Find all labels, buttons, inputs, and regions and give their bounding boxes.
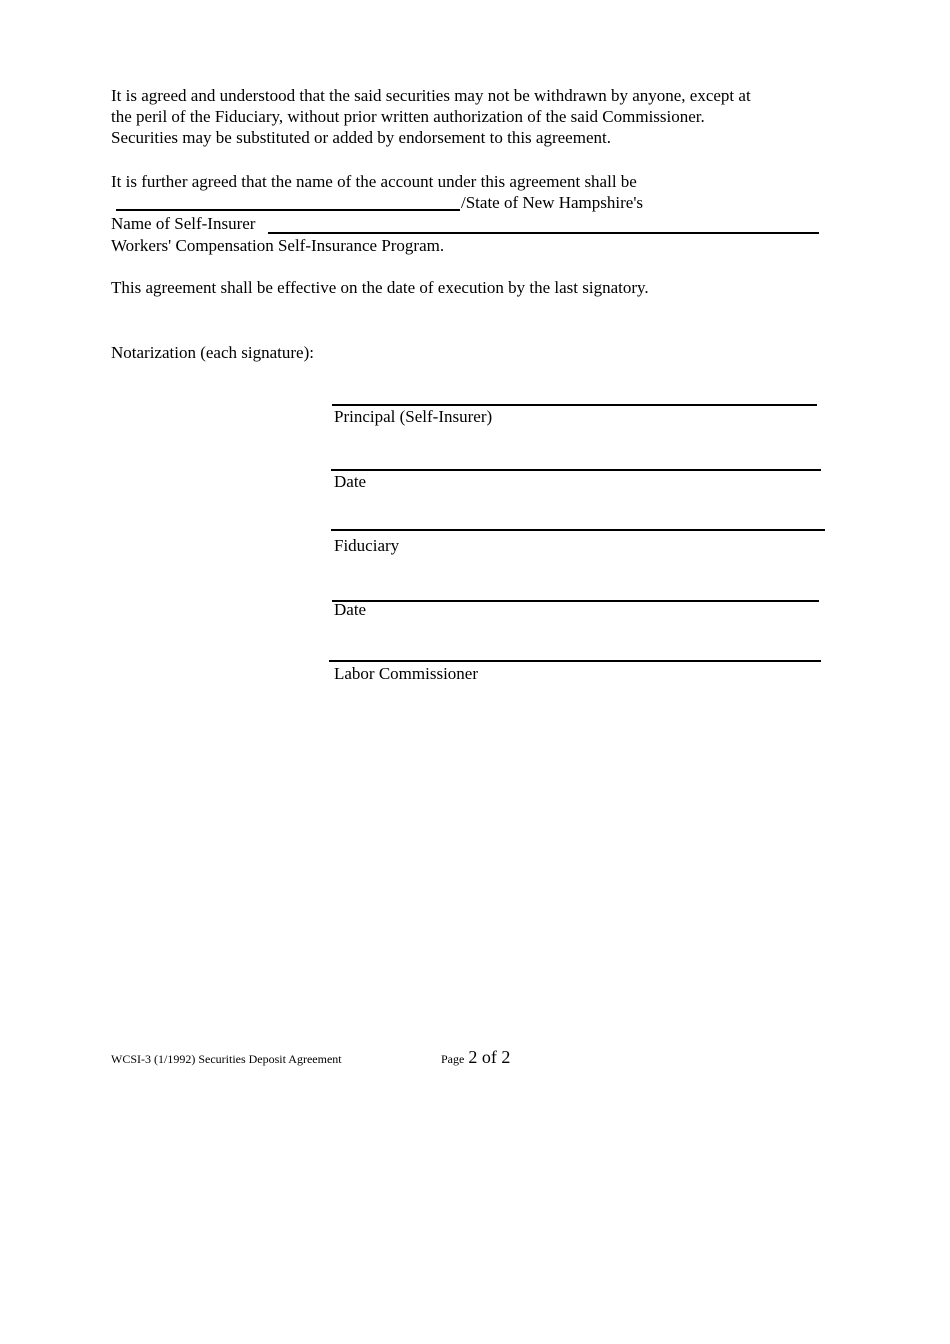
- paragraph-1-line-2: the peril of the Fiduciary, without prior written authorization of the said Commissioner.: [111, 107, 705, 126]
- fiduciary-label: Fiduciary: [334, 536, 400, 555]
- paragraph-1-line-3: Securities may be substituted or added by endorsement to this agreement.: [111, 128, 611, 147]
- date-1-signature-line[interactable]: [331, 469, 821, 471]
- account-name-blank-line[interactable]: [116, 209, 460, 211]
- paragraph-2-line-3: Workers' Compensation Self-Insurance Program.: [111, 236, 445, 255]
- principal-signature-label: Principal (Self-Insurer): [334, 407, 493, 426]
- footer-page-word: Page: [441, 1052, 465, 1066]
- paragraph-1-line-1: It is agreed and understood that the said securities may not be withdrawn by anyone, except at: [111, 86, 751, 105]
- fiduciary-signature-line[interactable]: [331, 529, 825, 531]
- footer-page-number: [441, 1047, 510, 1069]
- labor-commissioner-signature-line[interactable]: [329, 660, 821, 662]
- name-of-self-insurer-label: Name of Self-Insurer: [111, 214, 256, 233]
- date-2-signature-line[interactable]: [332, 600, 819, 602]
- effective-date-paragraph: This agreement shall be effective on the date of execution by the last signatory.: [111, 278, 649, 297]
- state-suffix-text: /State of New Hampshire's: [461, 193, 643, 212]
- date-1-label: Date: [334, 472, 367, 491]
- paragraph-2-line-1: It is further agreed that the name of the account under this agreement shall be: [111, 172, 637, 191]
- footer-form-id: WCSI-3 (1/1992) Securities Deposit Agreement: [111, 1052, 342, 1066]
- footer-page-count: 2 of 2: [468, 1047, 511, 1067]
- self-insurer-name-blank-line[interactable]: [268, 232, 819, 234]
- notarization-label: Notarization (each signature):: [111, 343, 314, 362]
- labor-commissioner-label: Labor Commissioner: [334, 664, 479, 683]
- date-2-label: Date: [334, 600, 367, 619]
